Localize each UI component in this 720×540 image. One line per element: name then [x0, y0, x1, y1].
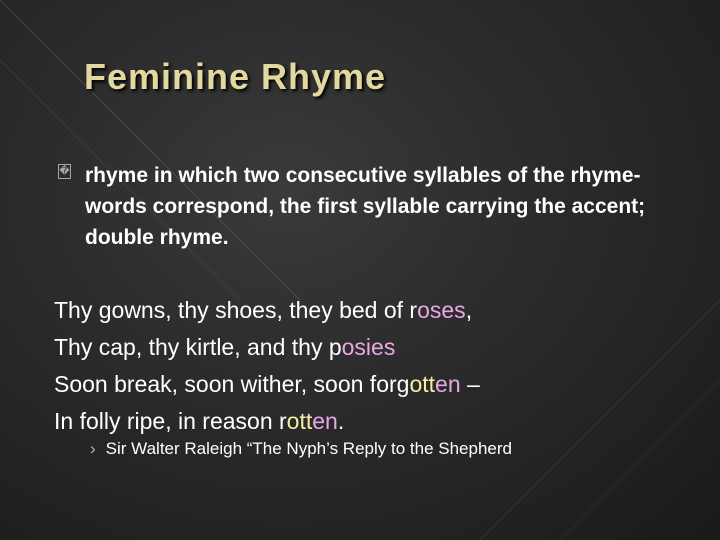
- rhyme-syllable: ott: [286, 408, 313, 434]
- attribution-text: Sir Walter Raleigh “The Nyph’s Reply to the Shepherd: [105, 439, 512, 458]
- poem-text: Soon break, soon wither, soon forg: [54, 371, 410, 397]
- rhyme-syllable: es: [371, 334, 396, 360]
- rhyme-syllable: es: [441, 297, 466, 323]
- chevron-right-icon: ›: [90, 439, 96, 458]
- rhyme-syllable: osi: [341, 334, 372, 360]
- rhyme-syllable: en: [435, 371, 461, 397]
- poem-text: .: [337, 408, 345, 434]
- poem-excerpt: [54, 292, 480, 440]
- poem-line: [54, 366, 480, 403]
- rhyme-syllable: ott: [409, 371, 436, 397]
- poem-text: In folly ripe, in reason r: [54, 408, 287, 434]
- definition-text: rhyme in which two consecutive syllables of the rhyme-words correspond, the first syllable carrying the accent; double rhyme.: [85, 164, 646, 249]
- rhyme-syllable: en: [312, 408, 338, 434]
- slide-title: Feminine Rhyme: [84, 56, 387, 97]
- poem-line: [54, 292, 480, 329]
- poem-line: [54, 403, 480, 440]
- rhyme-syllable: os: [417, 297, 442, 323]
- poem-text: Thy gowns, thy shoes, they bed of r: [54, 297, 418, 323]
- poem-text: –: [460, 371, 480, 397]
- square-box-bullet-icon: �: [59, 166, 70, 177]
- poem-text: Thy cap, thy kirtle, and thy p: [54, 334, 342, 360]
- attribution: [90, 439, 512, 459]
- poem-line: [54, 329, 480, 366]
- poem-text: ,: [465, 297, 473, 323]
